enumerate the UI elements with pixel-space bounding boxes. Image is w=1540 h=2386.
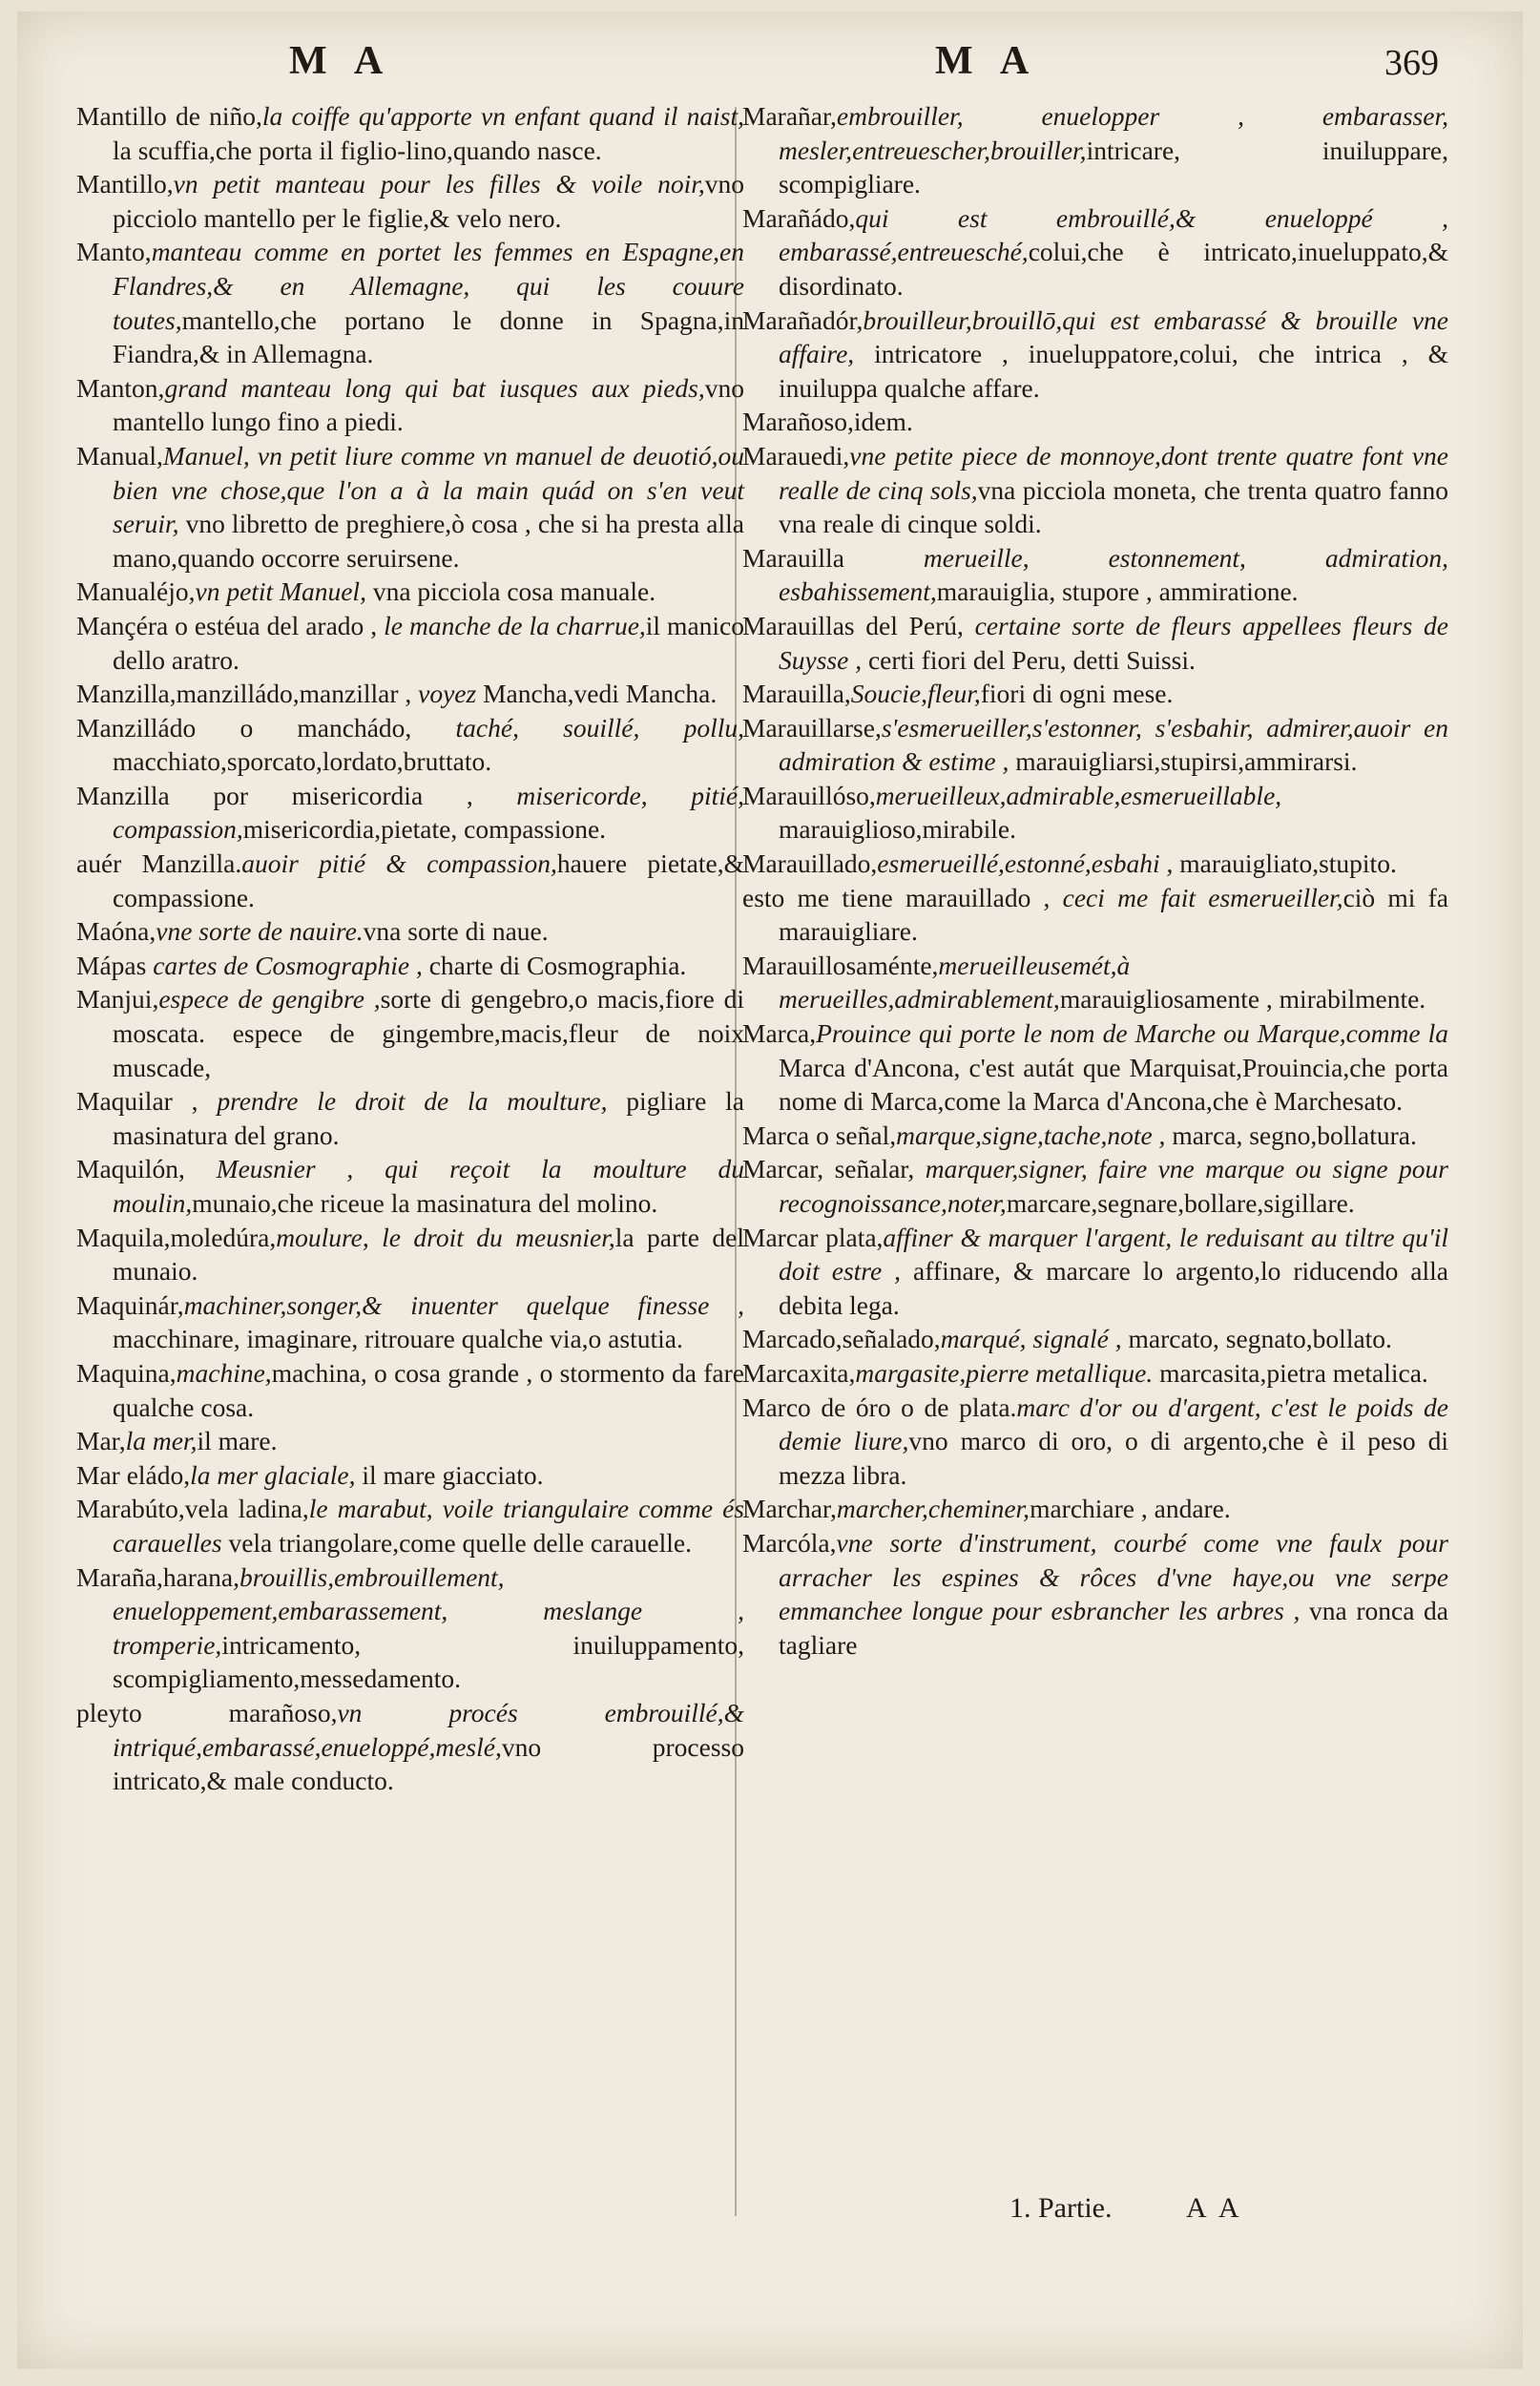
entry-headword: Maquina, — [76, 1357, 177, 1388]
entry-italian-gloss: charte di Cosmographia. — [422, 950, 687, 980]
dictionary-entry — [76, 371, 744, 439]
dictionary-entry — [76, 1458, 744, 1493]
entry-french-gloss: certaine sorte de fleurs appellees fleurs de Suysse , — [779, 610, 1448, 675]
book-page — [17, 11, 1523, 2369]
dictionary-entry — [76, 711, 744, 779]
right-header-letters: M A — [935, 39, 1039, 83]
entry-headword: Mantillo, — [76, 169, 174, 199]
entry-french-gloss: margasite,pierre metallique. — [855, 1357, 1154, 1388]
entry-italian-gloss: marauigliosamente , mirabilmente. — [1059, 984, 1426, 1015]
entry-italian-gloss: idem. — [853, 407, 913, 437]
entry-french-gloss: vne sorte de nauire. — [156, 916, 364, 947]
entry-italian-gloss: il mare. — [197, 1426, 278, 1456]
entry-italian-gloss: marcare,segnare,bollare,sigillare. — [1006, 1188, 1355, 1218]
entry-italian-gloss: certi fiori del Peru, detti Suissi. — [862, 644, 1196, 675]
entry-french-gloss: la mer glaciale, — [190, 1459, 356, 1490]
entry-italian-gloss: mantello,che portano le donne in Spagna,in Fiandra,& in Allemagna. — [113, 304, 744, 369]
entry-french-gloss: merueilleusemét,à merueilles,admirablement, — [779, 950, 1131, 1015]
entry-headword: Marauilla — [742, 542, 844, 573]
entry-headword: Marauilla, — [742, 679, 851, 709]
dictionary-entry — [76, 167, 744, 235]
entry-italian-gloss: marauigliarsi,stupirsi,ammirarsi. — [1009, 746, 1358, 777]
entry-french-gloss: Prouince qui porte le nom de Marche ou Marque,comme la — [816, 1018, 1448, 1049]
entry-italian-gloss: marcato, segnato,bollato. — [1121, 1324, 1392, 1354]
dictionary-entry — [76, 235, 744, 370]
entry-italian-gloss: affinare, & marcare lo argento,lo riducendo alla debita lega. — [779, 1256, 1448, 1320]
dictionary-entry — [76, 1221, 744, 1288]
entry-headword: Manjui, — [76, 984, 159, 1015]
dictionary-entry — [742, 1221, 1448, 1323]
dictionary-entry — [76, 677, 744, 711]
dictionary-entry — [742, 303, 1448, 406]
entry-italian-gloss: vno marco di oro, o di argento,che è il peso di mezza libra. — [779, 1426, 1448, 1490]
entry-headword: Maquilar , — [76, 1086, 198, 1117]
entry-italian-gloss: espece de gingembre,macis,fleur de noix muscade, — [113, 1018, 744, 1082]
dictionary-entry — [76, 847, 744, 914]
entry-french-gloss: machine, — [176, 1357, 272, 1388]
entry-french-gloss: Soucie,fleur, — [850, 679, 981, 709]
entry-italian-gloss: Marca d'Ancona, c'est autát que Marquisat,Prouincia,che porta nome di Marca,come la Marca d'Ancona,che è Marchesato. — [779, 1052, 1448, 1117]
entry-italian-gloss: marauigliato,stupito. — [1173, 848, 1397, 879]
dictionary-entry — [76, 1152, 744, 1220]
entry-italian-gloss: intricare, inuiluppare, scompigliare. — [779, 135, 1448, 199]
entry-french-gloss: embrouiller, enuelopper , embarasser, mesler,entreuescher,brouiller, — [779, 101, 1448, 165]
entry-italian-gloss: hauere pietate,& compassione. — [113, 848, 744, 912]
entry-headword: Mar, — [76, 1426, 126, 1456]
page-number: 369 — [1384, 43, 1439, 83]
entry-headword: Manual, — [76, 440, 163, 471]
dictionary-entry — [742, 1016, 1448, 1119]
entry-headword: esto me tiene marauillado , — [742, 882, 1051, 912]
entry-italian-gloss: marauiglioso,mirabile. — [779, 814, 1016, 845]
entry-french-gloss: Manuel, vn petit liure comme vn manuel de deuotió,ou bien vne chose,que l'on a à la main quád on s'en veut seruir, — [113, 440, 744, 539]
dictionary-entry — [742, 949, 1448, 1016]
entry-headword: Maraña,harana, — [76, 1561, 240, 1592]
entry-italian-gloss: vna ronca da tagliare — [779, 1596, 1449, 1660]
entry-headword: Marco de óro o de plata. — [742, 1392, 1017, 1422]
entry-headword: Marcar plata, — [742, 1222, 884, 1252]
entry-headword: Marañadór, — [742, 304, 864, 335]
entry-italian-gloss: marcasita,pietra metalica. — [1153, 1357, 1428, 1388]
dictionary-entry — [742, 847, 1448, 881]
entry-french-gloss: cartes de Cosmographie , — [146, 950, 423, 980]
entry-italian-gloss: macchinare, imaginare, ritrouare qualche via,o astutia. — [113, 1324, 683, 1354]
entry-headword: Manzilla,manzilládo,manzillar , — [76, 679, 412, 709]
dictionary-entry — [742, 99, 1448, 201]
dictionary-entry — [76, 609, 744, 677]
entry-headword: Manzilládo o manchádo, — [76, 712, 412, 743]
dictionary-entry — [742, 1119, 1448, 1153]
entry-french-gloss: voyez — [411, 679, 477, 709]
running-header — [17, 38, 1523, 95]
entry-headword: Maquila,moledúra, — [76, 1222, 277, 1252]
entry-headword: Marchar, — [742, 1494, 837, 1524]
entry-french-gloss: vne petite piece de monnoye,dont trente quatre font vne realle de cinq sols, — [779, 440, 1448, 505]
entry-headword: Marañar, — [742, 101, 837, 131]
dictionary-entry — [76, 1560, 744, 1696]
entry-french-gloss: esmerueillé,estonné,esbahi , — [877, 848, 1174, 879]
entry-headword: Marañoso, — [742, 407, 854, 437]
dictionary-entry — [76, 99, 744, 167]
part-label: 1. Partie. — [1009, 2192, 1113, 2224]
page-footer — [1009, 2192, 1243, 2225]
dictionary-entry — [742, 1391, 1448, 1493]
entry-french-gloss: grand manteau long qui bat iusques aux pieds, — [164, 372, 705, 403]
dictionary-entry — [742, 1526, 1448, 1662]
dictionary-entry — [742, 405, 1448, 439]
entry-french-gloss: misericorde, pitié, compassion, — [113, 780, 744, 845]
dictionary-entry — [76, 439, 744, 575]
entry-french-gloss: Meusnier , qui reçoit la moulture du moulin, — [113, 1154, 744, 1218]
entry-french-gloss: brouillis,embrouillement, enueloppement,embarassement, meslange , tromperie, — [113, 1561, 744, 1660]
dictionary-entry — [742, 779, 1448, 847]
entry-headword: Mar eládo, — [76, 1459, 191, 1490]
entry-french-gloss: marqué, signalé , — [940, 1324, 1122, 1354]
dictionary-entry — [742, 541, 1448, 609]
entry-french-gloss: le marabut, voile triangulaire comme és carauelles — [113, 1494, 744, 1558]
entry-headword: Marauillado, — [742, 848, 878, 879]
dictionary-entry — [742, 677, 1448, 711]
entry-french-gloss: vn petit Manuel, — [195, 576, 366, 607]
entry-headword: Marauillas del Perú, — [742, 610, 964, 640]
entry-italian-gloss: colui,che è intricato,inueluppato,& disordinato. — [779, 237, 1448, 301]
entry-italian-gloss: machina, o cosa grande , o stormento da fare qualche cosa. — [113, 1357, 744, 1422]
entry-italian-gloss: vela triangolare,come quelle delle carauelle. — [228, 1527, 692, 1558]
entry-french-gloss: vn petit manteau pour les filles & voile noir, — [173, 169, 705, 199]
entry-italian-gloss: intricamento, inuiluppamento, scompigliamento,messedamento. — [113, 1629, 744, 1694]
entry-french-gloss: machiner,songer,& inuenter quelque finesse , — [183, 1289, 744, 1320]
entry-headword: auér Manzilla. — [76, 848, 242, 879]
entry-italian-gloss: misericordia,pietate, compassione. — [242, 814, 607, 845]
left-header-letters: M A — [289, 39, 393, 83]
entry-french-gloss: la coiffe qu'apporte vn enfant quand il naist, — [261, 101, 744, 131]
dictionary-entry — [76, 914, 744, 949]
entry-italian-gloss: marauiglia, stupore , ammiratione. — [936, 576, 1299, 607]
entry-italian-gloss: pigliare la masinatura del grano. — [113, 1086, 744, 1150]
entry-italian-gloss: munaio,che riceue la masinatura del molino. — [192, 1188, 658, 1218]
entry-french-gloss: vne sorte d'instrument, courbé come vne faulx pour arracher les espines & rôces d'vne haye,ou vne serpe emmanchee longue pour esbrancher les arbres , — [779, 1527, 1448, 1626]
entry-headword: Mápas — [76, 950, 147, 980]
entry-french-gloss: manteau comme en portet les femmes en Espagne,en Flandres,& en Allemagne, qui les couure toutes, — [113, 237, 744, 335]
entry-headword: Marauedi, — [742, 440, 850, 471]
dictionary-entry — [76, 949, 744, 983]
entry-french-gloss: prendre le droit de la moulture, — [198, 1086, 608, 1117]
entry-italian-gloss: vno processo intricato,& male conducto. — [113, 1731, 744, 1796]
entry-headword: Manto, — [76, 237, 152, 267]
entry-italian-gloss: la scuffia,che porta il figlio-lino,quando nasce. — [113, 135, 602, 165]
dictionary-entry — [742, 711, 1448, 779]
entry-french-gloss: taché, souillé, pollu, — [411, 712, 744, 743]
entry-headword: Marauillóso, — [742, 780, 876, 810]
entry-headword: Marca, — [742, 1018, 817, 1049]
dictionary-entry — [76, 1492, 744, 1559]
dictionary-entry — [76, 1424, 744, 1458]
entry-headword: Marauillarse, — [742, 712, 882, 743]
entry-italian-gloss: ciò mi fa marauigliare. — [779, 882, 1448, 947]
entry-italian-gloss: vno mantello lungo fino a piedi. — [113, 372, 744, 437]
dictionary-entry — [742, 1356, 1448, 1391]
entry-headword: Marcóla, — [742, 1527, 837, 1558]
right-column — [742, 99, 1448, 1662]
entry-french-gloss: s'esmerueiller,s'estonner, s'esbahir, admirer,auoir en admiration & estime , — [779, 712, 1448, 777]
entry-french-gloss: ceci me fait esmerueiller, — [1050, 882, 1343, 912]
entry-italian-gloss: macchiato,sporcato,lordato,bruttato. — [113, 746, 492, 777]
entry-italian-gloss: vna picciola moneta, che trenta quatro fanno vna reale di cinque soldi. — [779, 474, 1448, 539]
entry-french-gloss: le manche de la charrue, — [377, 610, 646, 640]
entry-headword: Marauillosaménte, — [742, 950, 939, 980]
dictionary-entry — [742, 1152, 1448, 1220]
entry-headword: pleyto marañoso, — [76, 1697, 338, 1727]
entry-headword: Maquinár, — [76, 1289, 184, 1320]
entry-headword: Manualéjo, — [76, 576, 196, 607]
entry-headword: Marcado,señalado, — [742, 1324, 941, 1354]
entry-headword: Maquilón, — [76, 1154, 185, 1184]
entry-french-gloss: brouilleur,brouillō,qui est embarassé & brouille vne affaire, — [779, 304, 1448, 369]
entry-italian-gloss: il manico dello aratro. — [113, 610, 744, 675]
entry-headword: Marcaxita, — [742, 1357, 856, 1388]
dictionary-entry — [742, 439, 1448, 541]
entry-french-gloss: marcher,cheminer, — [836, 1494, 1030, 1524]
entry-french-gloss: qui est embrouillé,& enueloppé , embarassé,entreuesché, — [779, 202, 1448, 267]
entry-french-gloss: espece de gengibre , — [158, 984, 381, 1015]
entry-italian-gloss: vna sorte di naue. — [363, 916, 549, 947]
dictionary-entry — [742, 1322, 1448, 1356]
entry-italian-gloss: marca, segno,bollatura. — [1165, 1120, 1417, 1150]
entry-headword: Marabúto,vela ladina, — [76, 1494, 309, 1524]
dictionary-entry — [76, 982, 744, 1084]
entry-french-gloss: vn procés embrouillé,& intriqué,embarassé,enueloppé,meslé, — [113, 1697, 744, 1762]
entry-french-gloss: affiner & marquer l'argent, le reduisant au tiltre qu'il doit estre , — [779, 1222, 1449, 1287]
entry-french-gloss: merueille, estonnement, admiration, esbahissement, — [779, 542, 1448, 607]
left-column — [76, 99, 744, 1798]
dictionary-entry — [76, 1356, 744, 1424]
entry-headword: Mançéra o estéua del arado , — [76, 610, 378, 640]
entry-headword: Manton, — [76, 372, 165, 403]
dictionary-entry — [76, 1084, 744, 1152]
dictionary-entry — [76, 779, 744, 847]
entry-extra-gloss: sorte di gengebro,o macis,fiore di moscata. — [113, 984, 744, 1049]
entry-italian-gloss: vna picciola cosa manuale. — [365, 576, 656, 607]
entry-french-gloss: moulure, le droit du meusnier, — [276, 1222, 615, 1252]
entry-italian-gloss: vno picciolo mantello per le figlie,& velo nero. — [113, 169, 744, 233]
entry-italian-gloss: vno libretto de preghiere,ò cosa , che si ha presta alla mano,quando occorre seruirsene. — [113, 509, 744, 573]
entry-headword: Marañádo, — [742, 202, 856, 233]
dictionary-entry — [76, 575, 744, 609]
entry-headword: Marca o señal, — [742, 1120, 897, 1150]
entry-headword: Maóna, — [76, 916, 156, 947]
entry-headword: Marcar, señalar, — [742, 1154, 915, 1184]
entry-headword: Mantillo de niño, — [76, 101, 262, 131]
entry-italian-gloss: marchiare , andare. — [1030, 1494, 1231, 1524]
entry-italian-gloss: la parte del munaio. — [113, 1222, 744, 1287]
entry-french-gloss: la mer, — [125, 1426, 198, 1456]
dictionary-entry — [742, 1492, 1448, 1526]
signature-mark: A A — [1185, 2192, 1243, 2224]
entry-french-gloss: marquer,signer, faire vne marque ou signe pour recognoissance,noter, — [779, 1154, 1448, 1218]
entry-french-gloss: merueilleux,admirable,esmerueillable, — [875, 780, 1282, 810]
dictionary-entry — [742, 201, 1448, 303]
entry-italian-gloss: fiori di ogni mese. — [980, 679, 1174, 709]
entry-headword: Manzilla por misericordia , — [76, 780, 473, 810]
entry-italian-gloss: Mancha,vedi Mancha. — [476, 679, 718, 709]
entry-italian-gloss: intricatore , inueluppatore,colui, che intrica , & inuiluppa qualche affare. — [779, 339, 1448, 403]
entry-italian-gloss: il mare giacciato. — [355, 1459, 544, 1490]
dictionary-entry — [76, 1696, 744, 1798]
dictionary-entry — [76, 1288, 744, 1356]
entry-french-gloss: marque,signe,tache,note , — [896, 1120, 1166, 1150]
dictionary-entry — [742, 881, 1448, 949]
dictionary-entry — [742, 609, 1448, 677]
entry-french-gloss: marc d'or ou d'argent, c'est le poids de demie liure, — [779, 1392, 1448, 1456]
entry-french-gloss: auoir pitié & compassion, — [241, 848, 557, 879]
